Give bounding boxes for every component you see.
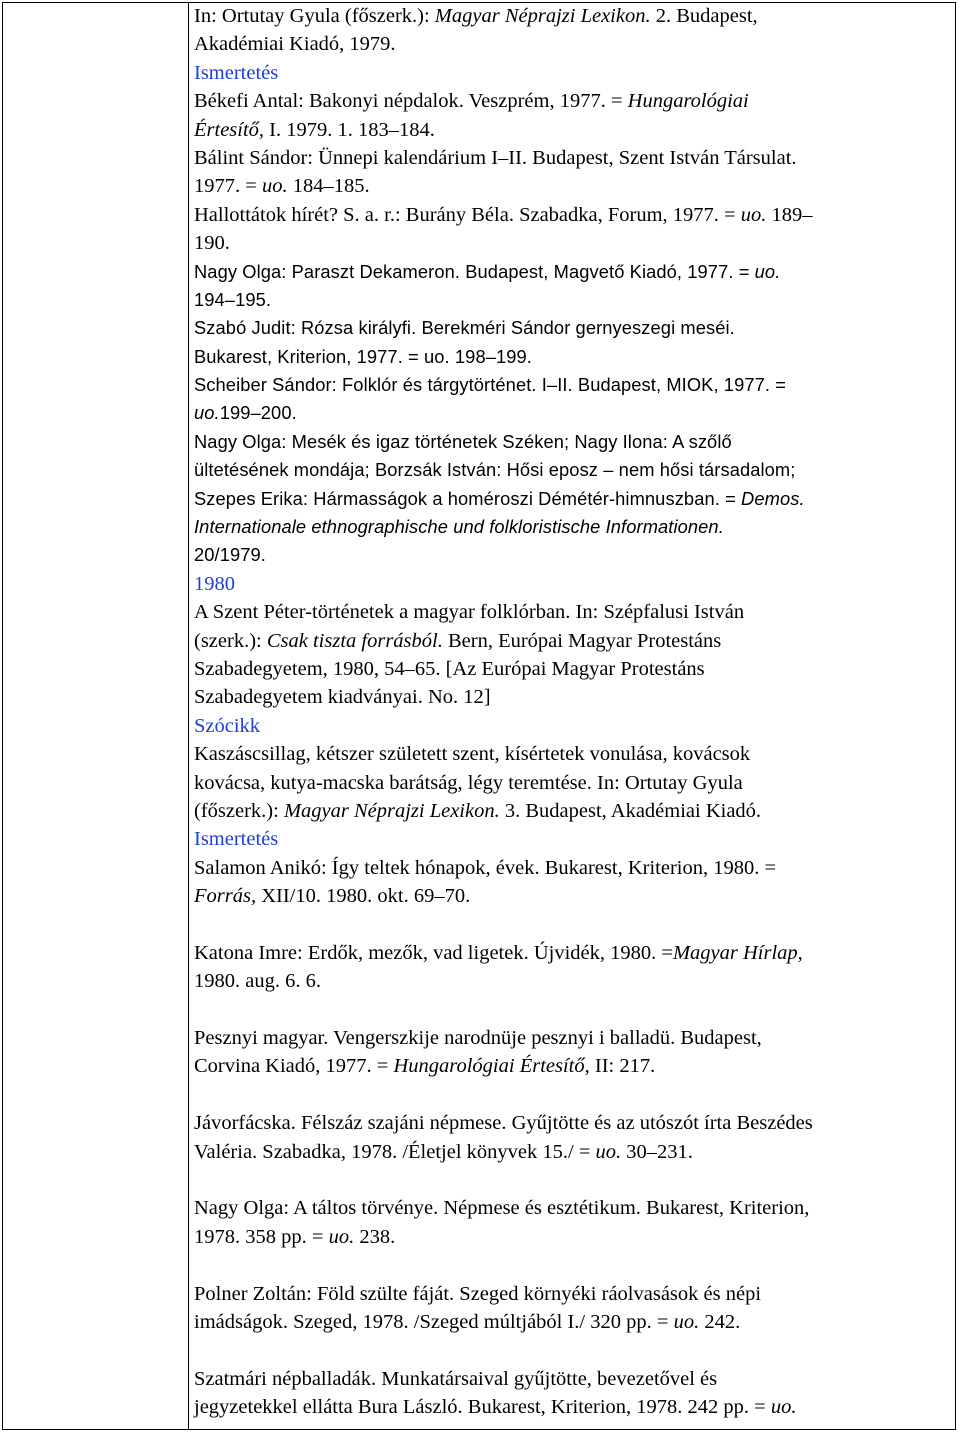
text-line [194,343,942,371]
section-heading: Ismertetés [194,61,279,84]
italic-text: Hungarológiai Értesítő, [393,1055,590,1078]
entry-gap [194,1251,942,1279]
text-line [194,229,942,257]
text-run: Kaszáscsillag, kétszer született szent, kísértetek vonulása, kovácsok [194,743,751,766]
text-line [194,627,942,655]
text-line [194,655,942,683]
text-line [194,258,942,286]
text-run: 194–195. [194,288,272,310]
text-line [194,286,942,314]
text-run: Pesznyi magyar. Vengerszkije narodnüje pesznyi i balladü. Budapest, [194,1027,762,1050]
italic-text: Demos. [741,487,805,509]
text-line [194,967,942,995]
text-run: XII/10. 1980. okt. 69–70. [256,885,471,908]
text-line [194,570,942,598]
text-run: Budapest, Magvető Kiadó, 1977. = [465,260,755,282]
text-line [194,485,942,513]
text-line [194,59,942,87]
text-line [194,1393,942,1421]
text-line [194,854,942,882]
text-line [194,428,942,456]
text-run: kovácsa, kutya-macska barátság, légy teremtése. In: Ortutay Gyula [194,771,743,794]
italic-text: Forrás, [194,885,257,908]
text-line [194,1024,942,1052]
entry-gap [194,996,942,1024]
text-run: A Szent Péter-történetek a magyar folklórban. In: Szépfalusi István [194,601,745,624]
italic-text: uo. [595,1140,622,1163]
text-run: Valéria. Szabadka, 1978. /Életjel könyvek 15./ = [194,1140,596,1163]
text-run: (szerk.): [194,629,267,652]
text-line [194,825,942,853]
italic-text: uo. [194,402,220,424]
text-run: 242. [699,1310,741,1333]
text-line [194,740,942,768]
text-line [194,1109,942,1137]
text-run: 199–200. [219,402,297,424]
text-line [194,882,942,910]
italic-text: uo. [673,1310,700,1333]
italic-text: Értesítő, [194,118,265,141]
text-run: II: 217. [589,1055,656,1078]
entry-gap [194,1166,942,1194]
text-line [194,399,942,427]
text-line [194,456,942,484]
italic-text: uo. [754,260,781,282]
text-run: Szabadegyetem, 1980, 54–65. [Az Európai Magyar Protestáns [194,657,705,680]
text-line [194,513,942,541]
italic-text: uo. [740,203,767,226]
text-run: 1978. 358 pp. = [194,1225,329,1248]
text-run: 190. [194,232,230,255]
text-line [194,1308,942,1336]
text-line [194,541,942,569]
text-line [194,2,942,30]
text-run: Corvina Kiadó, 1977. = [194,1055,394,1078]
text-line [194,939,942,967]
text-line [194,797,942,825]
text-run: Katona Imre: Erdők, mezők, vad ligetek. Újvidék, 1980. = [194,941,673,964]
italic-text: Magyar Hírlap, [672,941,803,964]
text-run: 184–185. [287,175,370,198]
text-run: Szabadegyetem kiadványai. No. 12] [194,686,491,709]
text-run: Jávorfácska. Félszáz szajáni népmese. Gyűjtötte és az utószót írta Beszédes [194,1112,813,1135]
italic-text: uo. [770,1396,797,1419]
section-heading: 1980 [194,572,235,595]
text-run: Hallottátok hírét? S. a. r.: Burány Béla. Szabadka, Forum, 1977. = [194,203,741,226]
text-line [194,1365,942,1393]
text-run: 1980. aug. 6. 6. [194,970,321,993]
text-line [194,1052,942,1080]
text-line [194,1138,942,1166]
entry-gap [194,911,942,939]
text-run: Szatmári népballadák. Munkatársaival gyűjtötte, bevezetővel és [194,1367,718,1390]
italic-text: uo. [328,1225,355,1248]
section-heading: Ismertetés [194,828,279,851]
text-run: Békefi Antal: Bakonyi népdalok. Veszprém, 1977. = [194,90,628,113]
entry-gap [194,1081,942,1109]
text-line [194,769,942,797]
text-run: 30–231. [621,1140,693,1163]
text-run: Salamon Anikó: Így teltek hónapok, évek. Bukarest, Kriterion, 1980. = [194,856,777,879]
text-run: Polner Zoltán: Föld szülte fáját. Szeged környéki ráolvasások és népi [194,1282,762,1305]
text-line [194,314,942,342]
text-line [194,201,942,229]
text-run: Nagy Olga: Paraszt Dekameron. [194,260,466,282]
italic-text: Internationale ethnographische und folkloristische Informationen. [194,516,724,538]
bibliography-entries [194,2,942,1422]
text-run: Akadémiai Kiadó, 1979. [194,33,396,56]
italic-text: Magyar Néprajzi Lexikon. [283,799,500,822]
text-line [194,87,942,115]
text-line [194,371,942,399]
text-run: 1977. = [194,175,262,198]
text-run: Berekméri Sándor gernyeszegi meséi. [421,317,735,339]
text-run: Nagy Olga: A táltos törvénye. Népmese és esztétikum. Bukarest, Kriterion, [194,1197,810,1220]
text-run: (főszerk.): [194,799,284,822]
text-line [194,30,942,58]
text-run: In: Ortutay Gyula (főszerk.): [194,5,435,27]
text-run: jegyzetekkel ellátta Bura László. Bukarest, Kriterion, 1978. 242 pp. = [194,1396,771,1419]
text-run: I. 1979. 1. 183–184. [264,118,435,141]
text-run: 3. Budapest, Akadémiai Kiadó. [499,799,762,822]
empty-left-column [3,3,189,1429]
text-run: Nagy Olga: Mesék és igaz történetek Széken; Nagy Ilona: A szőlő [194,430,732,452]
text-line [194,1280,942,1308]
text-line [194,144,942,172]
text-run: Bukarest, Kriterion, 1977. = uo. 198–199. [194,345,532,367]
text-run: ültetésének mondája; Borzsák István: Hősi eposz – nem hősi társadalom; [194,459,796,481]
text-run: 189– [766,203,813,226]
text-run: 238. [354,1225,396,1248]
italic-text: Csak tiszta forrásból. [266,629,443,652]
text-line [194,116,942,144]
text-run: Bern, Európai Magyar Protestáns [442,629,722,652]
text-line [194,598,942,626]
entry-gap [194,1336,942,1364]
section-heading: Szócikk [194,714,261,737]
text-run: Scheiber Sándor: Folklór és tárgytörténet. I–II. Budapest, MIOK, 1977. = [194,374,787,396]
text-run: Szabó Judit: Rózsa királyfi. [194,317,422,339]
text-line [194,712,942,740]
text-line [194,683,942,711]
text-line [194,172,942,200]
text-run: imádságok. Szeged, 1978. /Szeged múltjából I./ 320 pp. = [194,1310,674,1333]
text-run: Bálint Sándor: Ünnepi kalendárium I–II. Budapest, Szent István Társulat. [194,146,797,169]
italic-text: uo. [261,175,288,198]
text-line [194,1223,942,1251]
italic-text: Hungarológiai [627,90,749,113]
text-run: 2. Budapest, [650,5,758,27]
italic-text: Magyar Néprajzi Lexikon. [434,5,651,27]
text-line [194,1194,942,1222]
text-run: 20/1979. [194,544,266,566]
text-run: Szepes Erika: Hármasságok a homéroszi Démétér-himnuszban. = [194,487,742,509]
